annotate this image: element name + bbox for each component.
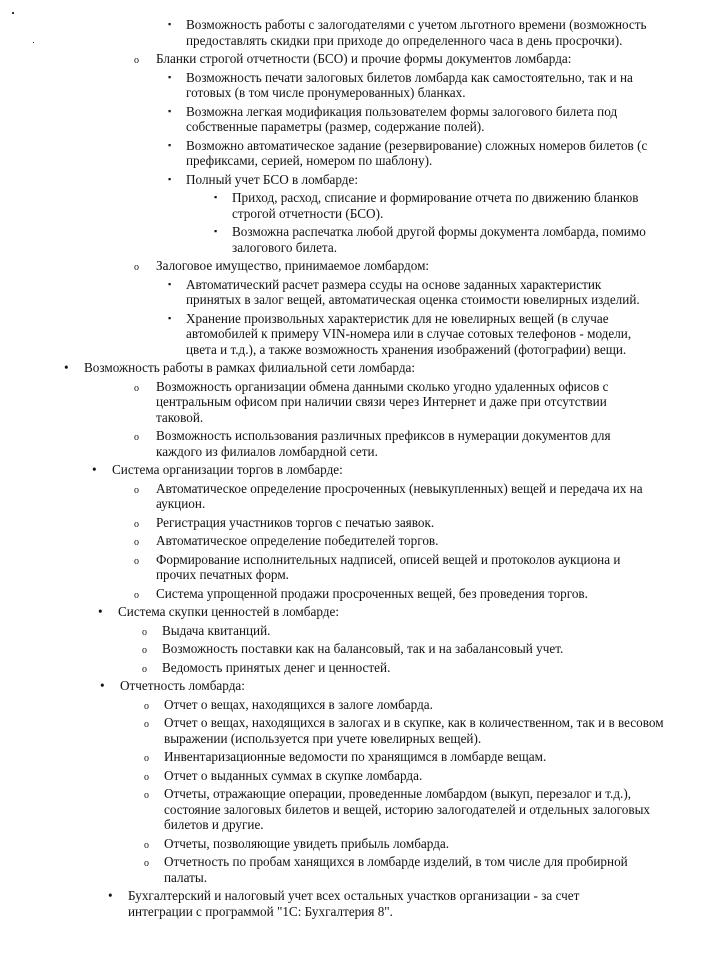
list-item: o Ведомость принятых денег и ценностей. bbox=[142, 659, 391, 675]
list-item: o Отчет о вещах, находящихся в залогах и в скупке, как в количественном, так и в весовом выражении (используется при учете ювелирных вещей). bbox=[144, 715, 664, 746]
scan-mark bbox=[12, 12, 14, 14]
list-item: o Отчетность по пробам ханящихся в ломбарде изделий, в том числе для пробирной палаты. bbox=[144, 854, 628, 885]
list-item: o Залоговое имущество, принимаемое ломбардом: bbox=[134, 258, 430, 273]
list-item: • Система скупки ценностей в ломбарде: bbox=[98, 604, 339, 619]
list-item: • Возможность работы в рамках филиальной сети ломбарда: bbox=[64, 360, 416, 375]
list-item: ▪ Хранение произвольных характеристик для не ювелирных вещей (в случае автомобилей к примеру VIN-номера или в случае сотовых телефонов - модели, цвета и т.д.), а также возможность хранения изображений (фотографии) вещи. bbox=[168, 310, 632, 357]
list-item: o Возможность использования различных префиксов в нумерации документов для каждого из филиалов ломбардной сети. bbox=[134, 428, 611, 459]
list-item: ▪ Возможно автоматическое задание (резервирование) сложных номеров билетов (с префиксами, серией, номером по шаблону). bbox=[168, 137, 648, 168]
list-item: • Отчетность ломбарда: bbox=[100, 678, 245, 693]
list-item: ▪ Автоматический расчет размера ссуды на основе заданных характеристик принятых в залог вещей, автоматическая оценка стоимости ювелирных изделий. bbox=[168, 276, 640, 307]
list-item: o Формирование исполнительных надписей, описей вещей и протоколов аукциона и прочих печатных форм. bbox=[134, 551, 621, 582]
list-item: o Автоматическое определение победителей торгов. bbox=[134, 533, 439, 548]
list-item: o Автоматическое определение просроченных (невыкупленных) вещей и передача их на аукцион. bbox=[134, 480, 643, 511]
list-item: o Система упрощенной продажи просроченных вещей, без проведения торгов. bbox=[134, 585, 588, 601]
list-item: o Отчеты, позволяющие увидеть прибыль ломбарда. bbox=[144, 835, 450, 851]
list-item: o Отчет о вещах, находящихся в залоге ломбарда. bbox=[144, 696, 433, 712]
list-item: o Инвентаризационные ведомости по хранящимся в ломбарде вещам. bbox=[144, 749, 547, 764]
list-item: o Регистрация участников торгов с печатью заявок. bbox=[134, 514, 435, 530]
list-item: • Система организации торгов в ломбарде: bbox=[92, 462, 343, 477]
list-item: ▪ Возможна легкая модификация пользователем формы залогового билета под собственные параметры (размер, содержание полей). bbox=[168, 103, 618, 134]
list-item: o Бланки строгой отчетности (БСО) и прочие формы документов ломбарда: bbox=[134, 51, 572, 66]
list-item: o Отчеты, отражающие операции, проведенные ломбардом (выкуп, перезалог и т.д.), состояние залоговых билетов и вещей, историю залогодателей и отдельных залоговых билетов и другие. bbox=[144, 786, 651, 832]
list-item: ▪ Полный учет БСО в ломбарде: bbox=[168, 171, 359, 187]
list-item: o Возможность поставки как на балансовый, так и на забалансовый учет. bbox=[142, 641, 564, 656]
list-item: • Бухгалтерский и налоговый учет всех остальных участков организации - за счет интеграции с программой "1С: Бухгалтерия 8". bbox=[108, 888, 580, 919]
list-item: ▪ Возможность печати залоговых билетов ломбарда как самостоятельно, так и на готовых (в том числе пронумерованных) бланках. bbox=[168, 69, 633, 100]
list-item: ▪ Приход, расход, списание и формирование отчета по движению бланков строгой отчетности (БСО). bbox=[214, 190, 639, 221]
list-item: ▪ Возможна распечатка любой другой формы документа ломбарда, помимо залогового билета. bbox=[214, 224, 646, 255]
list-item: ▪ Возможность работы с залогодателями с учетом льготного времени (возможность предоставлять скидки при приходе до определенного часа в день просрочки). bbox=[168, 17, 647, 48]
list-item: o Отчет о выданных суммах в скупке ломбарда. bbox=[144, 767, 423, 783]
list-item: o Возможность организации обмена данными сколько угодно удаленных офисов с центральным офисом при наличии связи через Интернет и даже при отсутствии таковой. bbox=[134, 378, 609, 425]
list-item: o Выдача квитанций. bbox=[142, 622, 271, 638]
